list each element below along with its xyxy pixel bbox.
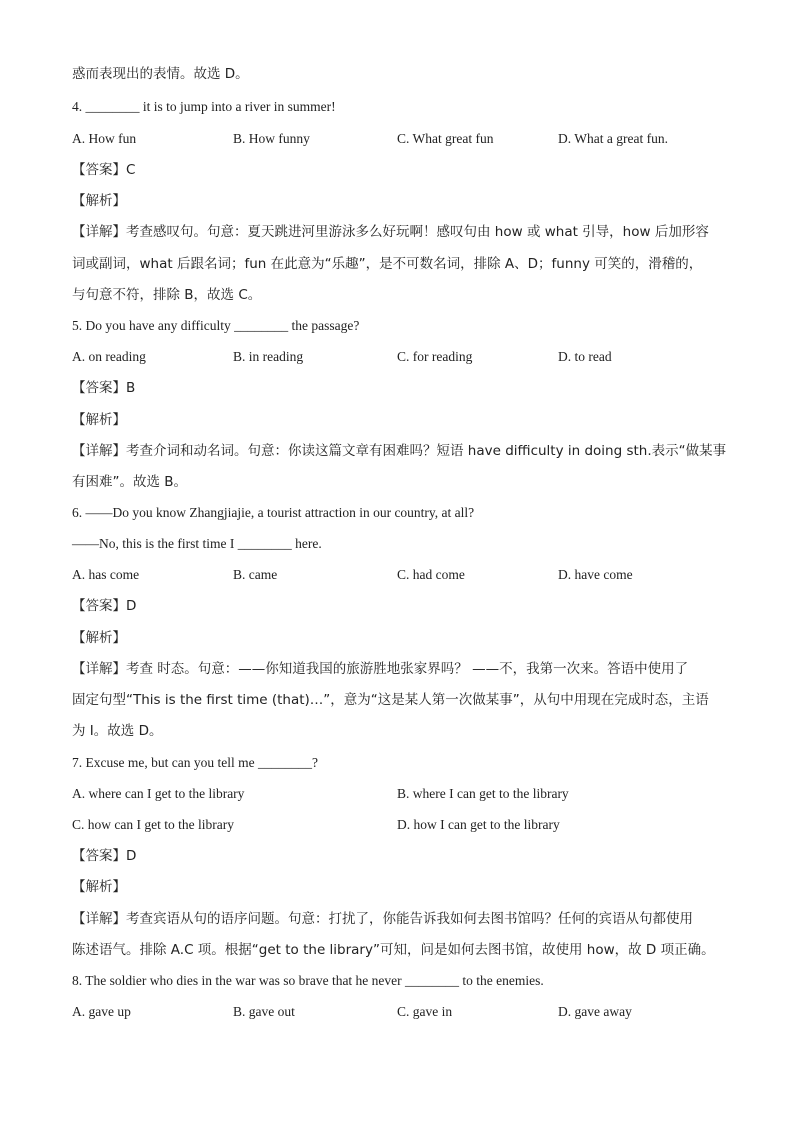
option-c: C. how can I get to the library: [72, 817, 234, 832]
explanation-line: 与句意不符，排除 B，故选 C。: [72, 287, 262, 303]
option-c: C. gave in: [397, 1004, 453, 1019]
question-7: 7. Excuse me, but can you tell me ________?: [72, 755, 318, 770]
option-d: D. What a great fun.: [558, 131, 668, 146]
explanation-line: 【详解】考查介词和动名词。句意：你读这篇文章有困难吗？短语 have difficulty in doing sth.表示“做某事: [72, 443, 727, 459]
question-6: 6. ——Do you know Zhangjiajie, a tourist attraction in our country, at all?: [72, 505, 475, 520]
analysis-label: 【解析】: [72, 879, 126, 895]
analysis-label: 【解析】: [72, 412, 126, 428]
option-c: C. for reading: [397, 349, 473, 364]
answer-label: 【答案】B: [72, 380, 136, 396]
option-a: A. on reading: [72, 349, 146, 364]
analysis-label: 【解析】: [72, 193, 126, 209]
option-d: D. have come: [558, 567, 633, 582]
answer-label: 【答案】D: [72, 848, 137, 864]
explanation-line: 词或副词，what 后跟名词；fun 在此意为“乐趣”，是不可数名词，排除 A、D；funny 可笑的，滑稽的，: [72, 256, 703, 272]
option-a: A. gave up: [72, 1004, 131, 1019]
explanation-line: 【详解】考查宾语从句的语序问题。句意：打扰了，你能告诉我如何去图书馆吗？任何的宾语从句都使用: [72, 911, 693, 927]
option-a: A. has come: [72, 567, 140, 582]
explanation-line: 【详解】考查感叹句。句意：夏天跳进河里游泳多么好玩啊！感叹句由 how 或 what 引导，how 后加形容: [72, 224, 709, 240]
explanation-line: 有困难”。故选 B。: [72, 474, 188, 490]
analysis-label: 【解析】: [72, 630, 126, 646]
option-b: B. came: [233, 567, 278, 582]
explanation-line: 陈述语气。排除 A.C 项。根据“get to the library”可知，问是如何去图书馆，故使用 how，故 D 项正确。: [72, 942, 715, 958]
question-6-reply: ——No, this is the first time I ________ here.: [72, 536, 322, 551]
answer-label: 【答案】C: [72, 162, 136, 178]
question-4: 4. ________ it is to jump into a river in summer!: [72, 99, 336, 114]
explanation-line: 惑而表现出的表情。故选 D。: [72, 66, 249, 82]
option-b: B. gave out: [233, 1004, 295, 1019]
question-8: 8. The soldier who dies in the war was so brave that he never ________ to the enemies.: [72, 973, 544, 988]
option-d: D. gave away: [558, 1004, 632, 1019]
option-c: C. What great fun: [397, 131, 494, 146]
explanation-line: 固定句型“This is the first time (that)…”，意为“这是某人第一次做某事”，从句中用现在完成时态，主语: [72, 692, 709, 708]
option-b: B. where I can get to the library: [397, 786, 569, 801]
question-5: 5. Do you have any difficulty ________ the passage?: [72, 318, 360, 333]
option-b: B. in reading: [233, 349, 304, 364]
answer-label: 【答案】D: [72, 598, 137, 614]
option-a: A. where can I get to the library: [72, 786, 245, 801]
option-d: D. to read: [558, 349, 612, 364]
option-a: A. How fun: [72, 131, 137, 146]
explanation-line: 为 I。故选 D。: [72, 723, 163, 739]
option-b: B. How funny: [233, 131, 310, 146]
explanation-line: 【详解】考查 时态。句意：——你知道我国的旅游胜地张家界吗？ ——不，我第一次来。答语中使用了: [72, 661, 689, 677]
option-d: D. how I can get to the library: [397, 817, 560, 832]
option-c: C. had come: [397, 567, 465, 582]
